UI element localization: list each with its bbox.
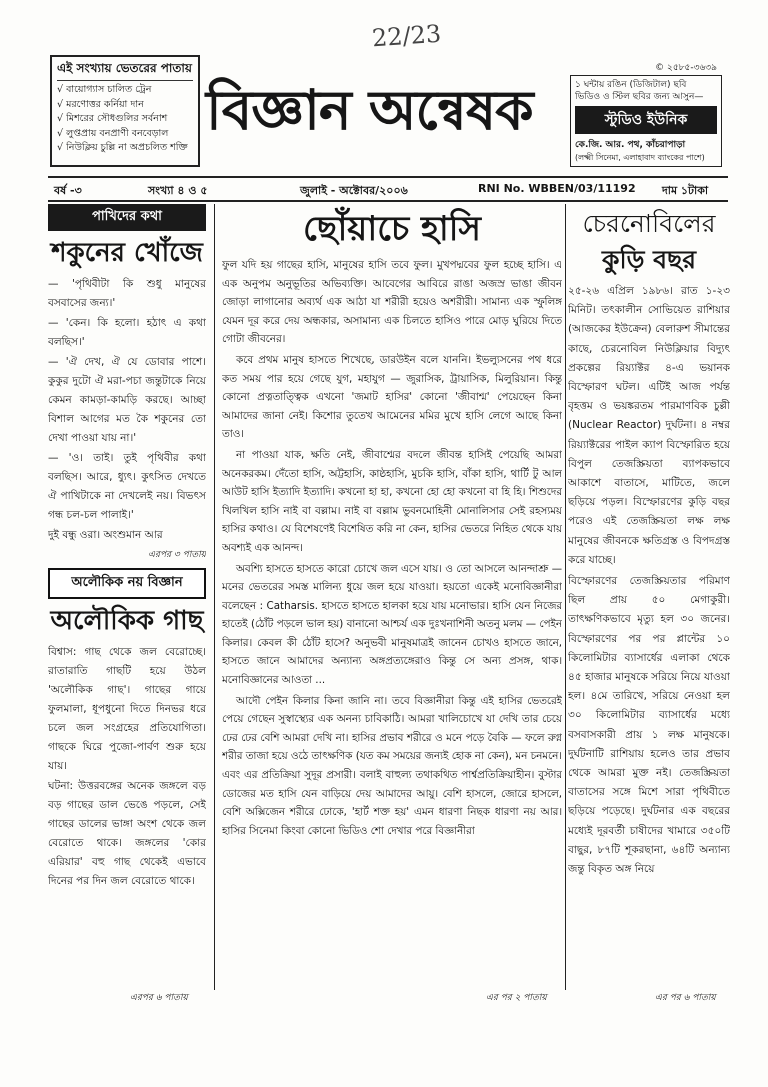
paragraph: না পাওয়া যাক, ক্ষতি নেই, জীবাশ্মের বদলে জীবন্ত হাসিই পেয়েছি আমরা অনেকরকম। দেঁতো হাসি, অট্টহাসি, কাষ্ঠহাসি, মুচকি হাসি, বাঁকা হাসি, থার্টি টু আল আউট হাসি ইত্যাদি ইত্যাদি। কখনো হা হা, কখনো হো হো কখনো বা হি হি। শিশুদের খিলখিল হাসি নাই বা বল্লাম। নাই বা বল্লাম ভুবনমোহিনী মোনালিসার সেই রহস্যময় হাসির কথাও। যে বিশেষণেই বিশেষিত করি না কেন, হাসির ভেতরে নিহিত থেকে যায় অবশ্যই এক আনন্দ।	[222, 448, 562, 554]
continued-note: এরপর ৩ পাতায়	[148, 550, 206, 560]
contents-box	[50, 55, 200, 167]
ad-line: ভিডিও ও স্টিল ছবির জন্য আসুন—	[575, 92, 704, 102]
rni-number: RNI No. WBBEN/03/11192	[478, 182, 636, 195]
handwritten-page-note: 22/23	[371, 19, 443, 53]
left-column	[48, 204, 206, 994]
column-rule	[214, 204, 215, 990]
lead-article-title: ছোঁয়াচে হাসি	[303, 209, 481, 249]
article-body-vultures	[48, 275, 206, 545]
article-body-tree	[48, 643, 206, 891]
contents-item: √ মরণোত্তর কর্নিয়া দান	[57, 98, 144, 110]
section-label-birds: পাখিদের কথা	[48, 204, 206, 231]
paragraph: আদৌ পেইন কিলার কিনা জানি না। তবে বিজ্ঞানীরা কিন্তু এই হাসির ভেতরেই পেয়ে গেছেন সুস্বাস্থ্যের এক অনন্য চাবিকাঠি। আমরা খালিচোখে যা দেখি তার চেয়ে ঢের ঢের বেশি আমরা দেখি না। হাসির প্রভাব শরীরে ও মনে পড়ে বৈকি — ফলে রুগ্ন শরীর তাজা হয়ে ওঠে তাৎক্ষণিক (যত কম সময়ের জন্যই হোক না কেন), মন চনমনে। এবং এর প্রতিক্রিয়া সুদূর প্রসারী। বলাই বাহুল্য তথাকথিত পার্শ্বপ্রতিক্রিয়াহীন। বুস্টার ডোজের মত হাসি যেন বাড়িয়ে দেয় আমাদের আয়ু। বেশি হাসলে, জোরে হাসলে, বেশি অক্সিজেন শরীরে ঢোকে, 'হার্ট শক্ত হয়' এমন ধারণা নিছক ধারণা নয় আর। হাসির সিনেমা কিংবা কোনো ভিডিও শো দেখার পরে বিজ্ঞানীরা	[222, 694, 562, 837]
column-rule	[565, 204, 566, 990]
section-label-science: অলৌকিক নয় বিজ্ঞান	[48, 568, 206, 599]
paragraph: দুই বন্ধু ওরা। অংশুমান আর	[48, 529, 163, 541]
masthead-title: বিজ্ঞান অন্বেষক	[206, 77, 533, 142]
paragraph: — 'কেন। কি হলো। হঠাৎ এ কথা বলছিস।'	[48, 317, 206, 348]
paragraph: ঘটনা: উত্তরবঙ্গের অনেক জঙ্গলে বড় বড় গাছের ডাল ভেঙে পড়লে, সেই গাছের ডালের ভাঙ্গা অংশ থেকে জল বেরোতে থাকে। জঙ্গলের 'কোর এরিয়ার' বহু গাছ থেকেই এভাবে দিনের পর দিন জল বেরোতে থাকে।	[48, 780, 206, 887]
price: দাম ১টাকা	[662, 184, 709, 197]
paragraph: বিস্ফোরণের তেজস্ক্রিয়তার পরিমাণ ছিল প্রায় ৫০ মেগাকুরী। তাৎক্ষণিকভাবে মৃত্যু হল ৩০ জনের। বিস্ফোরণের পর পর প্লান্টের ১০ কিলোমিটার ব্যাসার্ধের এলাকা থেকে ৪৫ হাজার মানুষকে সরিয়ে নিয়ে যাওয়া হল। ৪মে তারিখে, সরিয়ে নেওয়া হল ৩০ কিলোমিটার ব্যাসার্ধের মধ্যে বসবাসকারী প্রায় ১ লক্ষ মানুষকে। দুর্ঘটনাটি রাশিয়ায় হলেও তার প্রভাব থেকে আমরা মুক্ত নই। তেজস্ক্রিয়তা বাতাসের সঙ্গে মিশে সারা পৃথিবীতে ছড়িয়ে পড়েছে। দুর্ঘটনার এক বছরের মধ্যেই দূরবর্তী চাষীদের খামারে ৩৫০টি বাছুর, ৮৭টি শূকরছানা, ৬৪টি অন্যান্য জন্তু বিকৃত অঙ্গ নিয়ে	[568, 575, 730, 876]
ad-line: ১ ঘন্টায় রঙিন (ডিজিটাল) ছবি	[575, 80, 687, 90]
contents-item: √ নিউক্লিয় চুল্লি না অপ্রচলিত শক্তি	[57, 142, 188, 153]
issue-number: সংখ্যা ৪ ও ৫	[148, 184, 208, 197]
article-title-chernobyl: চেরনোবিলের	[582, 209, 716, 238]
paragraph: বিশ্বাস: গাছ থেকে জল বেরোচ্ছে। রাতারাতি গাছটি হয়ে উঠল 'অলৌকিক গাছ'। গাছের গায়ে ফুলমালা, ধূপধুনো দিতে দিনভর ধরে চলে জল সংগ্রহের প্রতিযোগিতা। গাছকে ঘিরে পুজো-পার্বণ শুরু হয়ে যায়।	[48, 646, 206, 772]
ad-studio-name: স্টুডিও ইউনিক	[575, 106, 717, 134]
contents-item: √ লুপ্তপ্রায় বনপ্রাণী বনবেড়াল	[57, 127, 169, 139]
issue-date: জুলাই - অক্টোবর/২০০৬	[300, 184, 408, 197]
paragraph: — 'পৃথিবীটা কি শুধু মানুষের বসবাসের জন্য।'	[48, 278, 206, 309]
paragraph: ২৫-২৬ এপ্রিল ১৯৮৬। রাত ১-২৩ মিনিট। তৎকালীন সোভিয়েত রাশিয়ার (আজকের ইউক্রেন) বেলারুশ সীমান্তের কাছে, চেরনোবিল নিউক্লিয়ার বিদ্যুৎ প্রকল্পের রিয়্যাক্টর ৪-এ ভয়ানক বিস্ফোরণ ঘটল। এটিই আজ পর্যন্ত বৃহত্তম ও ভয়ঙ্করতম পারমাণবিক চুল্লী (Nuclear Reactor) দুর্ঘটনা। ৪ নম্বর রিয়্যাক্টরের পাইল ক্যাপ বিস্ফোরিত হয়ে বিপুল তেজস্ক্রিয়তা ব্যাপকভাবে আকাশে বাতাসে, মাটিতে, জলে ছড়িয়ে পড়ল। বিস্ফোরণের কুড়ি বছর পরেও এই তেজস্ক্রিয়তা লক্ষ লক্ষ মানুষের জীবনকে ক্ষতিগ্রস্ত ও বিপদগ্রস্ত করে যাচ্ছে।	[568, 285, 730, 566]
volume-number: বর্ষ -৩	[54, 184, 82, 197]
article-subtitle-chernobyl: কুড়ি বছর	[601, 245, 696, 274]
ad-phone-number: © ২৫৮৫-৩৬৩৯	[655, 63, 717, 73]
ad-address: কে.জি. আর. পথ, কাঁচরাপাড়া	[575, 140, 686, 150]
contents-item: √ বায়োগ্যাস চালিত ট্রেন	[57, 84, 152, 95]
middle-column	[222, 204, 562, 994]
article-body-chernobyl	[568, 282, 730, 879]
continued-note: এর পর ৬ পাতায়	[655, 993, 716, 1003]
paragraph: ফুল যদি হয় গাছের হাসি, মানুষের হাসি তবে ফুল। মুখপদ্মবের ফুল হচ্ছে হাসি। এ এক অনুপম অনুভূতির অভিব্যক্তি। আবেগের আবিরে রাঙা অজস্র ভাঙা জীবন জোড়া লাগানোর অব্যর্থ এক আঠা যা শরীরী হয়েও অশরীরী। সামান্য এক স্ফুলিঙ্গ যেমন দূর করে দেয় অন্ধকার, অসামান্য এক চিলতে হাসিও পারে মোড় ঘুরিয়ে দিতে গোটা জীবনের।	[222, 259, 562, 346]
article-title-vultures: শকুনের খোঁজে	[51, 238, 203, 268]
paragraph: — 'ও। তাই। তুই পৃথিবীর কথা বলছিস। আরে, ধ্যুৎ। কুৎসিত দেখতে ঐ পাখিটাকে না দেখলেই নয়। বিভৎস গন্ধ চল-চল পালাই।'	[48, 452, 206, 521]
studio-advertisement	[570, 63, 722, 167]
contents-title: এই সংখ্যায় ভেতরের পাতায়	[57, 60, 193, 81]
issue-info-bar	[48, 176, 728, 202]
article-title-tree: অলৌকিক গাছ	[50, 606, 204, 636]
paragraph: — 'ঐ দেখ, ঐ যে ডোবার পাশে। কুকুর দুটো ঐ মরা-পচা জন্তুটাকে নিয়ে কেমন কামড়া-কামড়ি করছে। আচ্ছা বিশাল আগের মত কৈ শকুনের তো দেখা পাওয়া যায় না।'	[48, 356, 206, 444]
right-column	[568, 204, 730, 994]
paragraph: অবশ্যি হাসতে হাসতে কারো চোখে জল এসে যায়। ও তো আসলে আনন্দাশ্রু — মনের ভেতরের সমস্ত মালিন্য ধুয়ে জল হয়ে যাওয়া। হয়তো একেই মনোবিজ্ঞানীরা বলেছেন : Catharsis. হাসতে হাসতে হালকা হয়ে যায় মনোভার। হাসি যেন নিজের হাতেই (ঠোঁট পড়লে ভাল হয়) বানানো আশ্চর্য এক দুঃখনাশিনী অতনু মলম — পেইন কিলার। কেবল কী ঠোঁট হাসে? অনুভবী মানুষমাত্রই জানেন চোখও হাসতে জানে, হাসতে জানে আমাদের অন্যান্য অঙ্গপ্রত্যঙ্গেরাও কিন্তু সে অন্য প্রসঙ্গ, থাক। মনোবিজ্ঞানের আওতা ...	[222, 562, 562, 687]
continued-note: এর পর ২ পাতায়	[486, 993, 547, 1003]
contents-item: √ মিশরের সৌধগুলির সর্বনাশ	[57, 113, 168, 124]
lead-article-body	[222, 256, 562, 840]
continued-note: এরপর ৬ পাতায়	[130, 993, 188, 1003]
ad-address-note: (লক্ষ্মী সিনেমা, এলাহাবাদ ব্যাংকের পাশে)	[575, 153, 705, 162]
paragraph: কবে প্রথম মানুষ হাসতে শিখেছে, ডারউইন বলে যাননি। ইভল্যুসনের পথ ধরে কত সময় পার হয়ে গেছে যুগ, মহাযুগ — জুরাসিক, ট্রায়াসিক, মিলুরিয়ান। কিন্তু কোনো প্রত্নতাত্ত্বিক এখনো 'জমাট হাসির' কোনো 'জীবাশ্ম' পেয়েছেন কিনা আমাদের জানা নেই। কিশোর তুতেখ আমেনের মমির মুখে হাসি লেগে আছে কিনা তাও।	[222, 353, 562, 441]
